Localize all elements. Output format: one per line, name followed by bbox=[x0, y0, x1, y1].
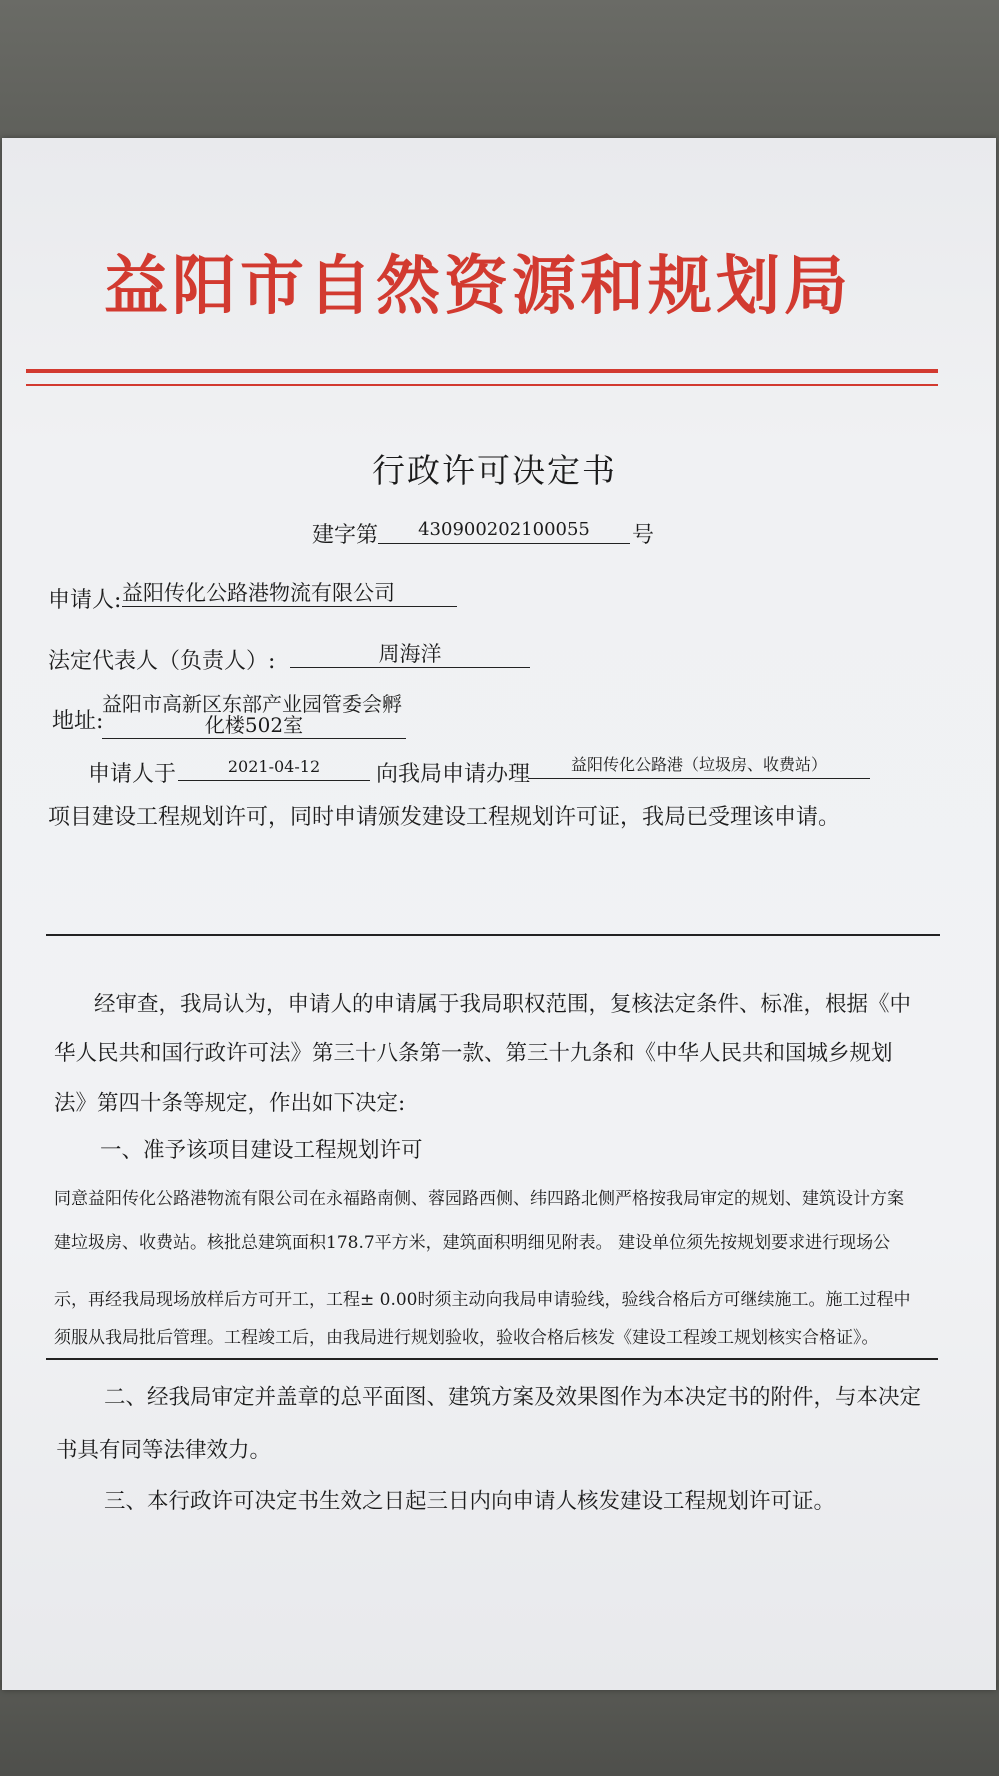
decision1-line: 示，再经我局现场放样后方可开工，工程± 0.00时须主动向我局申请验线，验线合格后方可继续施工。施工过程中 bbox=[54, 1290, 911, 1310]
decision1-underline bbox=[46, 1358, 938, 1360]
address-label: 地址: bbox=[52, 709, 104, 734]
legal-rep-value: 周海洋 bbox=[290, 641, 530, 668]
header-red-rule-thin bbox=[26, 384, 938, 386]
applicant-label: 申请人: bbox=[48, 588, 122, 613]
permit-suffix: 号 bbox=[632, 523, 655, 548]
legal-rep-label: 法定代表人（负责人）: bbox=[48, 649, 276, 674]
decision1-line: 须服从我局批后管理。工程竣工后，由我局进行规划验收，验收合格后核发《建设工程竣工规划核实合格证》。 bbox=[54, 1328, 879, 1348]
decision2-line1: 二、经我局审定并盖章的总平面图、建筑方案及效果图作为本决定书的附件，与本决定 bbox=[104, 1385, 922, 1410]
review-line3: 法》第四十条等规定，作出如下决定: bbox=[54, 1091, 406, 1116]
decision1-heading: 一、准予该项目建设工程规划许可 bbox=[100, 1138, 423, 1163]
header-red-rule-thick bbox=[26, 369, 938, 373]
review-line2: 华人民共和国行政许可法》第三十八条第一款、第三十九条和《中华人民共和国城乡规划 bbox=[54, 1041, 893, 1066]
application-date: 2021-04-12 bbox=[178, 754, 370, 781]
permit-number: 430900202100055 bbox=[378, 517, 630, 544]
section-divider bbox=[46, 934, 940, 936]
document-title: 行政许可决定书 bbox=[372, 451, 617, 490]
issuer-header: 益阳市自然资源和规划局 bbox=[104, 250, 852, 324]
decision1-line: 同意益阳传化公路港物流有限公司在永福路南侧、蓉园路西侧、纬四路北侧严格按我局审定的规划、建筑设计方案 bbox=[54, 1189, 904, 1209]
permit-prefix: 建字第 bbox=[312, 523, 379, 548]
application-part2: 向我局申请办理 bbox=[376, 762, 531, 787]
address-line2: 化楼502室 bbox=[102, 712, 406, 739]
application-line2: 项目建设工程规划许可，同时申请颁发建设工程规划许可证，我局已受理该申请。 bbox=[48, 805, 841, 830]
application-part1: 申请人于 bbox=[88, 762, 177, 787]
application-project: 益阳传化公路港（垃圾房、收费站） bbox=[528, 752, 870, 779]
address-line1: 益阳市高新区东部产业园管委会孵 bbox=[102, 692, 402, 716]
decision2-line2: 书具有同等法律效力。 bbox=[56, 1438, 272, 1463]
background-bottom bbox=[0, 1680, 999, 1776]
review-line1: 经审查，我局认为，申请人的申请属于我局职权范围，复核法定条件、标准，根据《中 bbox=[94, 992, 912, 1017]
decision3-line1: 三、本行政许可决定书生效之日起三日内向申请人核发建设工程规划许可证。 bbox=[104, 1489, 836, 1514]
decision1-line: 建垃圾房、收费站。核批总建筑面积178.7平方米，建筑面积明细见附表。 建设单位须先按规划要求进行现场公 bbox=[54, 1233, 891, 1253]
background-top bbox=[0, 0, 999, 150]
applicant-value: 益阳传化公路港物流有限公司 bbox=[122, 580, 457, 607]
